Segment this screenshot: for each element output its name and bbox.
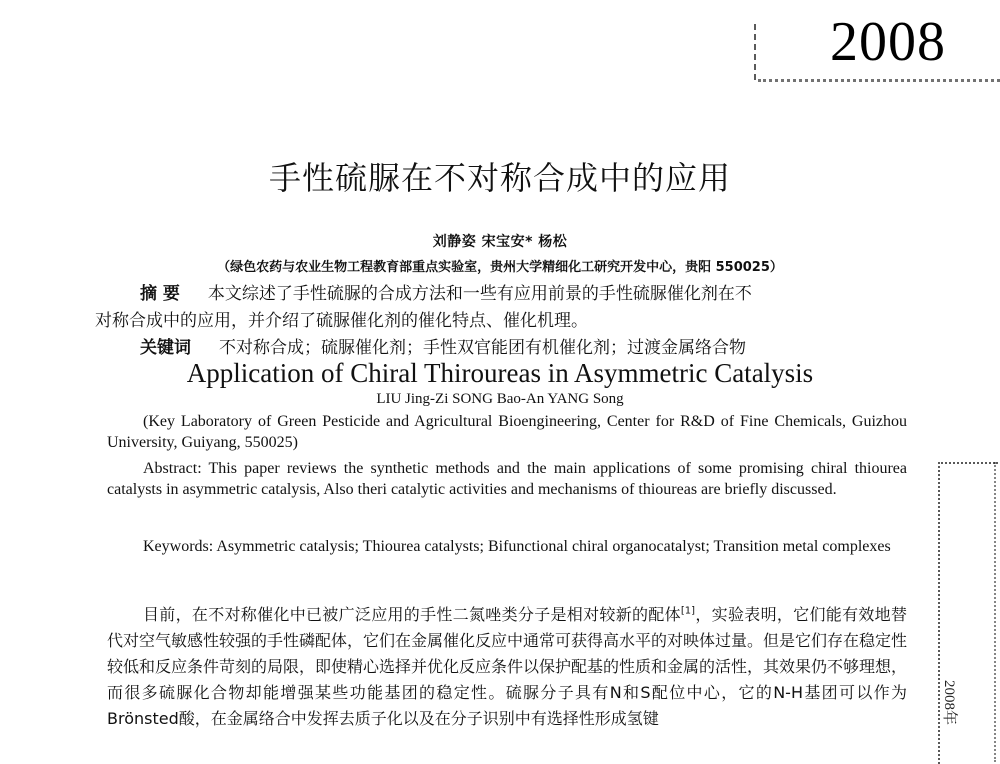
abstract-cn-text-1: 本文综述了手性硫脲的合成方法和一些有应用前景的手性硫脲催化剂在不 bbox=[207, 284, 752, 304]
abstract-cn-line1 bbox=[140, 279, 930, 304]
affiliation-cn: （绿色农药与农业生物工程教育部重点实验室，贵州大学精细化工研究开发中心，贵阳 550025） bbox=[217, 260, 783, 275]
scan-mark-underline bbox=[758, 79, 1000, 82]
journal-year: 2008 bbox=[830, 11, 946, 73]
authors-en: LIU Jing-Zi SONG Bao-An YANG Song bbox=[376, 391, 624, 407]
keywords-cn-text: 不对称合成；硫脲催化剂；手性双官能团有机催化剂；过渡金属络合物 bbox=[219, 338, 746, 358]
scan-edge-right bbox=[994, 462, 996, 762]
side-year-label: 2008年 bbox=[941, 680, 957, 726]
affiliation-en: (Key Laboratory of Green Pesticide and Agricultural Bioengineering, Center for R&D of Fine Chemicals, Guizhou University, Guiyang, 550025) bbox=[107, 413, 907, 451]
keywords-en: Keywords: Asymmetric catalysis; Thiourea catalysts; Bifunctional chiral organocatalyst; Transition metal complexes bbox=[143, 538, 891, 555]
abstract-en: Abstract: This paper reviews the synthetic methods and the main applications of some promising chiral thiourea catalysts in asymmetric catalysis, Also theri catalytic activities and mechanisms of thioureas are briefly discussed. bbox=[107, 460, 907, 498]
keywords-cn bbox=[140, 333, 930, 358]
authors-cn: 刘静姿 宋宝安* 杨松 bbox=[432, 234, 568, 250]
citation-1: [1] bbox=[680, 605, 696, 617]
abstract-cn-label: 摘 要 bbox=[140, 284, 180, 304]
scan-mark-left bbox=[754, 24, 758, 80]
body-text-part2: ，实验表明，它们能有效地替代对空气敏感性较强的手性磷配体，它们在金属催化反应中通常可获得高水平的对映体过量。但是它们存在稳定性较低和反应条件苛刻的局限，即使精心选择并优化反应条件以保护配基的性质和金属的活性，其效果仍不够理想，而很多硫脲化合物却能增强某些功能基团的稳定性。硫脲分子具有N和S配位中心，它的N-H基团可以作为Brönsted酸，在金属络合中发挥去质子化以及在分子识别中有选择性形成氢键 bbox=[107, 605, 908, 728]
title-cn: 手性硫脲在不对称合成中的应用 bbox=[268, 159, 731, 197]
body-text-part1: 目前，在不对称催化中已被广泛应用的手性二氮唑类分子是相对较新的配体 bbox=[143, 605, 681, 624]
body-paragraph-cn bbox=[107, 602, 907, 732]
title-en: Application of Chiral Thiroureas in Asymmetric Catalysis bbox=[186, 358, 814, 388]
abstract-cn-line2: 对称合成中的应用，并介绍了硫脲催化剂的催化特点、催化机理。 bbox=[95, 311, 588, 331]
keywords-cn-label: 关键词 bbox=[140, 338, 191, 358]
